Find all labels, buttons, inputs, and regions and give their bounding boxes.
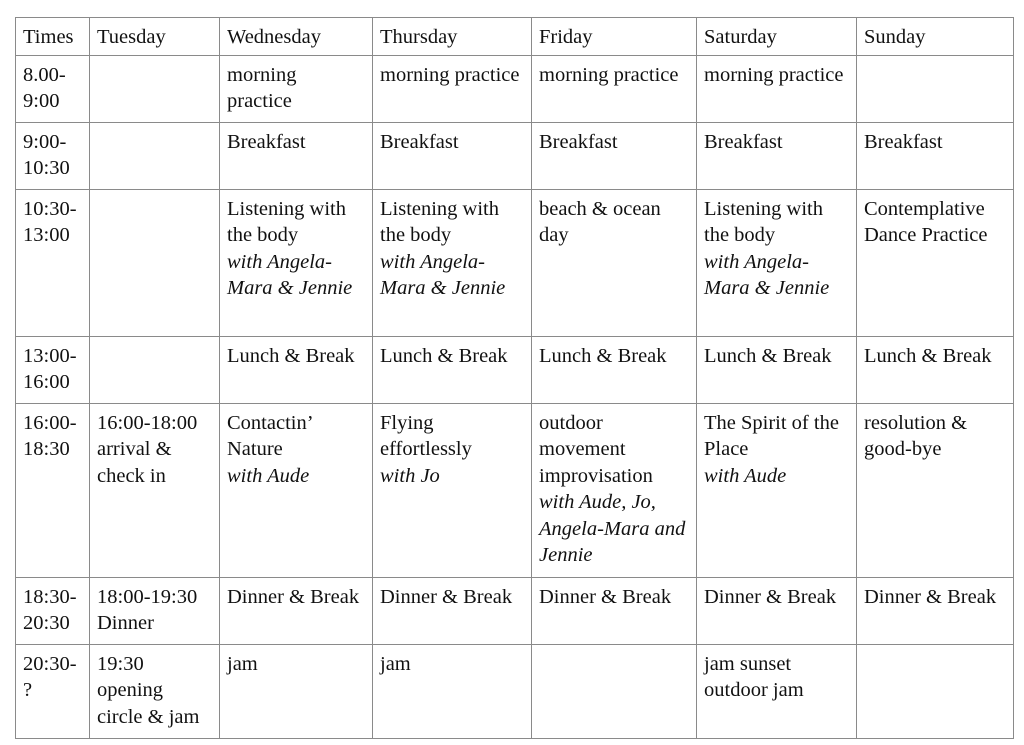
activity-label: 16:00-18:00 arrival & check in (97, 411, 198, 487)
activity-label: Breakfast (864, 130, 943, 153)
schedule-cell (220, 122, 373, 189)
schedule-cell (373, 403, 532, 577)
time-cell: 13:00- 16:00 (16, 336, 90, 403)
schedule-cell (90, 122, 220, 189)
activity-label: 19:30 opening circle & jam (97, 652, 200, 728)
activity-label: Breakfast (704, 130, 783, 153)
activity-label: morning practice (704, 63, 844, 86)
facilitator-label: with Aude, Jo, Angela-Mara and Jennie (539, 491, 686, 566)
schedule-cell (857, 55, 1014, 122)
table-row (16, 189, 1014, 336)
schedule-cell (220, 55, 373, 122)
schedule-cell (90, 189, 220, 336)
activity-label: Listening with the body (227, 197, 347, 246)
header-row (16, 18, 1014, 56)
time-cell: 9:00- 10:30 (16, 122, 90, 189)
table-row (16, 122, 1014, 189)
activity-label: Breakfast (539, 130, 618, 153)
schedule-cell (857, 336, 1014, 403)
schedule-cell (373, 55, 532, 122)
header-cell: Sunday (857, 18, 1014, 56)
facilitator-label: with Aude (704, 464, 787, 487)
schedule-cell (532, 403, 697, 577)
schedule-cell (697, 122, 857, 189)
activity-label: 18:00-19:30 Dinner (97, 585, 198, 634)
schedule-cell (373, 189, 532, 336)
table-row (16, 577, 1014, 644)
schedule-cell (373, 122, 532, 189)
activity-label: Contactin’ Nature (227, 411, 313, 460)
activity-label: Dinner & Break (227, 585, 360, 608)
activity-label: Flying effortlessly (380, 411, 472, 460)
time-cell: 20:30- ? (16, 644, 90, 738)
activity-label: resolution & good-bye (864, 411, 968, 460)
schedule-cell (532, 577, 697, 644)
schedule-cell (697, 644, 857, 738)
schedule-cell (220, 189, 373, 336)
schedule-cell (532, 336, 697, 403)
schedule-cell (857, 577, 1014, 644)
header-cell: Saturday (697, 18, 857, 56)
header-cell: Times (16, 18, 90, 56)
activity-label: outdoor movement improvisation (539, 411, 653, 487)
schedule-cell (697, 189, 857, 336)
activity-label: morning practice (539, 63, 679, 86)
activity-label: jam (227, 652, 258, 675)
schedule-cell (373, 644, 532, 738)
header-cell: Thursday (373, 18, 532, 56)
activity-label: The Spirit of the Place (704, 411, 839, 460)
activity-label: Dinner & Break (380, 585, 513, 608)
facilitator-label: with Angela-Mara & Jennie (380, 250, 506, 299)
facilitator-label: with Angela-Mara & Jennie (227, 250, 353, 299)
activity-label: morning practice (380, 63, 520, 86)
activity-label: Lunch & Break (704, 344, 832, 367)
schedule-cell (90, 55, 220, 122)
schedule-cell (532, 644, 697, 738)
activity-label: Listening with the body (380, 197, 500, 246)
time-cell: 16:00- 18:30 (16, 403, 90, 577)
schedule-cell (697, 403, 857, 577)
schedule-cell (220, 644, 373, 738)
schedule-cell (220, 577, 373, 644)
schedule-cell (697, 577, 857, 644)
schedule-cell (90, 403, 220, 577)
facilitator-label: with Aude (227, 464, 310, 487)
schedule-cell (532, 189, 697, 336)
schedule-cell (373, 577, 532, 644)
activity-label: Contemplative Dance Practice (864, 197, 988, 246)
schedule-cell (220, 336, 373, 403)
header-cell: Wednesday (220, 18, 373, 56)
time-cell: 8.00- 9:00 (16, 55, 90, 122)
schedule-cell (90, 336, 220, 403)
schedule-cell (532, 122, 697, 189)
facilitator-label: with Angela-Mara & Jennie (704, 250, 830, 299)
activity-label: Lunch & Break (864, 344, 992, 367)
activity-label: jam sunset outdoor jam (704, 652, 804, 701)
time-cell: 18:30- 20:30 (16, 577, 90, 644)
activity-label: Dinner & Break (704, 585, 837, 608)
schedule-cell (373, 336, 532, 403)
activity-label: Dinner & Break (864, 585, 997, 608)
time-cell: 10:30- 13:00 (16, 189, 90, 336)
schedule-cell (90, 644, 220, 738)
activity-label: Listening with the body (704, 197, 824, 246)
activity-label: morning practice (227, 63, 297, 112)
header-cell: Tuesday (90, 18, 220, 56)
schedule-cell (90, 577, 220, 644)
schedule-cell (697, 336, 857, 403)
table-row (16, 644, 1014, 738)
schedule-cell (857, 644, 1014, 738)
activity-label: Lunch & Break (380, 344, 508, 367)
table-row (16, 336, 1014, 403)
schedule-cell (857, 189, 1014, 336)
facilitator-label: with Jo (380, 464, 440, 487)
schedule-cell (697, 55, 857, 122)
activity-label: Dinner & Break (539, 585, 672, 608)
header-cell: Friday (532, 18, 697, 56)
activity-label: Breakfast (380, 130, 459, 153)
schedule-body (16, 18, 1014, 739)
schedule-cell (532, 55, 697, 122)
schedule-cell (220, 403, 373, 577)
schedule-table (15, 17, 1014, 739)
activity-label: Lunch & Break (539, 344, 667, 367)
table-row (16, 55, 1014, 122)
schedule-cell (857, 122, 1014, 189)
table-row (16, 403, 1014, 577)
activity-label: jam (380, 652, 411, 675)
activity-label: Lunch & Break (227, 344, 355, 367)
schedule-cell (857, 403, 1014, 577)
activity-label: beach & ocean day (539, 197, 661, 246)
activity-label: Breakfast (227, 130, 306, 153)
